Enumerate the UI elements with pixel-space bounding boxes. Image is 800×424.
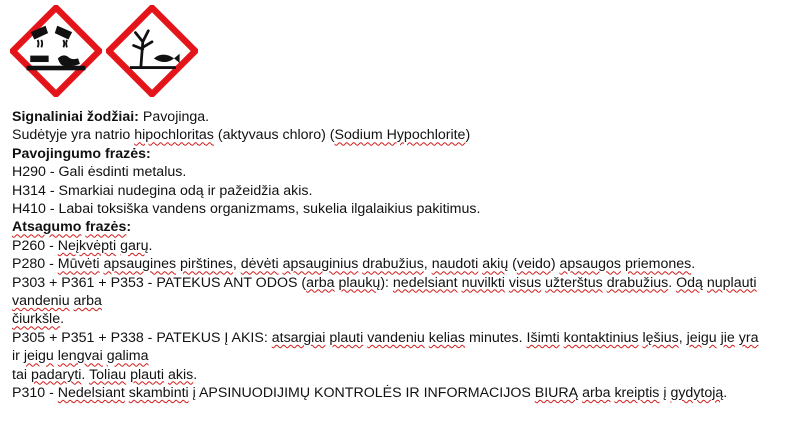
statement-text: . [668, 274, 677, 291]
heading-word: : [126, 219, 132, 236]
statement-text: plauti [329, 329, 364, 346]
statement-text: tai [12, 366, 31, 383]
statement-text: užterštus [545, 274, 603, 291]
statement-text: ): [380, 274, 393, 291]
statement-text: kreiptis [614, 385, 660, 402]
statement-text: skambinti [128, 385, 189, 402]
statement-text: nuvilkti [461, 274, 505, 291]
statement-text: ( [508, 256, 517, 273]
statement-text: plaukų [338, 274, 381, 291]
signal-word-value: Pavojinga. [138, 109, 210, 125]
statement-text: akių [482, 256, 509, 273]
statement-text: , [232, 256, 241, 273]
statement-text: arba [582, 385, 611, 402]
statement-text: Nedelsiant [57, 385, 125, 402]
statement-text: galima [106, 348, 149, 365]
statement-text: . [60, 311, 65, 328]
statement-text: padaryti [30, 366, 82, 383]
precaution-p305-line2 [12, 347, 792, 365]
statement-text: , [678, 329, 687, 346]
statement-text: arba [73, 293, 102, 310]
statement-text: vandeniu [367, 329, 425, 346]
statement-text: kelias [428, 329, 466, 346]
statement-text: . [148, 237, 153, 254]
hazard-statement-h314: H314 - Smarkiai nudegina odą ir pažeidžia akis. [12, 182, 313, 199]
statement-text: minutes. [465, 329, 527, 346]
precaution-p260 [12, 237, 792, 255]
statement-text: visus [508, 274, 542, 291]
statement-text: atsargiai [271, 329, 326, 346]
statement-text: P260 - [12, 237, 58, 254]
statement-text: apsauginius [282, 256, 359, 273]
environment-hazard-icon [106, 5, 198, 97]
heading-word: Atsagumo [12, 219, 82, 236]
statement-text: nuplauti [706, 274, 757, 291]
statement-text: P280 - [12, 256, 58, 273]
statement-text: pirštines [180, 256, 233, 273]
statement-text: jeigu [23, 348, 54, 365]
statement-text: drabužius [362, 256, 424, 273]
safety-label-text [12, 108, 792, 403]
composition-text: (aktyvaus chloro) ( [213, 127, 335, 144]
signal-word-label: Signaliniai žodžiai: [12, 109, 139, 125]
precaution-heading [12, 218, 792, 236]
statement-text: garų [120, 237, 149, 254]
statement-text: jie [720, 329, 735, 346]
statement-text: vandeniu [12, 293, 70, 310]
statement-text: , [423, 256, 432, 273]
statement-text: į [192, 385, 196, 402]
hazard-statement-h290: H290 - Gali ėsdinti metalus. [12, 164, 187, 181]
statement-text: nedelsiant [392, 274, 458, 291]
composition-text: hipochloritas [134, 127, 214, 144]
statement-text: kontaktinius [563, 329, 639, 346]
statement-text: drabužius [606, 274, 669, 291]
precaution-p310 [12, 384, 792, 402]
statement-text: lengvai [57, 348, 103, 365]
statement-text: apsaugos [559, 256, 622, 273]
composition-text: ) [465, 127, 471, 144]
statement-text: gydytoją [670, 385, 724, 402]
statement-text: . [81, 366, 90, 383]
hazard-heading: Pavojingumo frazės: [12, 145, 151, 162]
statement-text: dėvėti [240, 256, 279, 273]
statement-text: į [663, 385, 667, 402]
hazard-statement-h410: H410 - Labai toksiška vandens organizmams, sukelia ilgalaikius pakitimus. [12, 201, 481, 218]
statement-text: Mūvėti [57, 256, 100, 273]
statement-text: akis [167, 366, 194, 383]
statement-text: P305 + P351 + P338 - PATEKUS Į AKIS: [12, 329, 272, 346]
statement-text: lęšius [642, 329, 679, 346]
statement-text: veido [516, 256, 551, 273]
precaution-p305-line1 [12, 329, 792, 347]
precaution-p303-line2 [12, 292, 792, 310]
statement-text: Toliau [89, 366, 127, 383]
composition-text: Sodium Hypochlorite [334, 127, 466, 144]
statement-text: . [723, 385, 728, 402]
statement-text: yra [738, 329, 759, 346]
statement-text: jeigu [686, 329, 717, 346]
statement-text: Išimti [526, 329, 560, 346]
statement-text: P303 + P361 + P353 - PATEKUS ANT ODOS ( [12, 274, 307, 291]
statement-text: BIURĄ [534, 385, 579, 402]
statement-text: plauti [130, 366, 165, 383]
statement-text: arba [306, 274, 335, 291]
statement-text: čiurkšle [12, 311, 61, 328]
heading-word: frazės [85, 219, 127, 236]
statement-text: apsaugines [103, 256, 177, 273]
statement-text: Odą [676, 274, 703, 291]
precaution-p305-line3 [12, 366, 792, 384]
statement-text: ) [550, 256, 560, 273]
signal-word-line [12, 108, 792, 126]
composition-line [12, 126, 792, 144]
statement-text: Neįkvėpti [57, 237, 117, 254]
statement-text: ir [12, 348, 24, 365]
composition-text: Sudėtyje yra natrio [12, 127, 135, 144]
statement-text: naudoti [431, 256, 479, 273]
statement-text: . [193, 366, 198, 383]
precaution-p280 [12, 255, 792, 273]
statement-text: priemones [624, 256, 692, 273]
statement-text: P310 - [12, 385, 58, 402]
statement-text: APSINUODIJIMŲ KONTROLĖS IR INFORMACIJOS [195, 385, 535, 402]
precaution-p303-line1 [12, 274, 792, 292]
statement-text: . [691, 256, 696, 273]
corrosion-icon [10, 5, 102, 97]
precaution-p303-line3 [12, 310, 792, 328]
